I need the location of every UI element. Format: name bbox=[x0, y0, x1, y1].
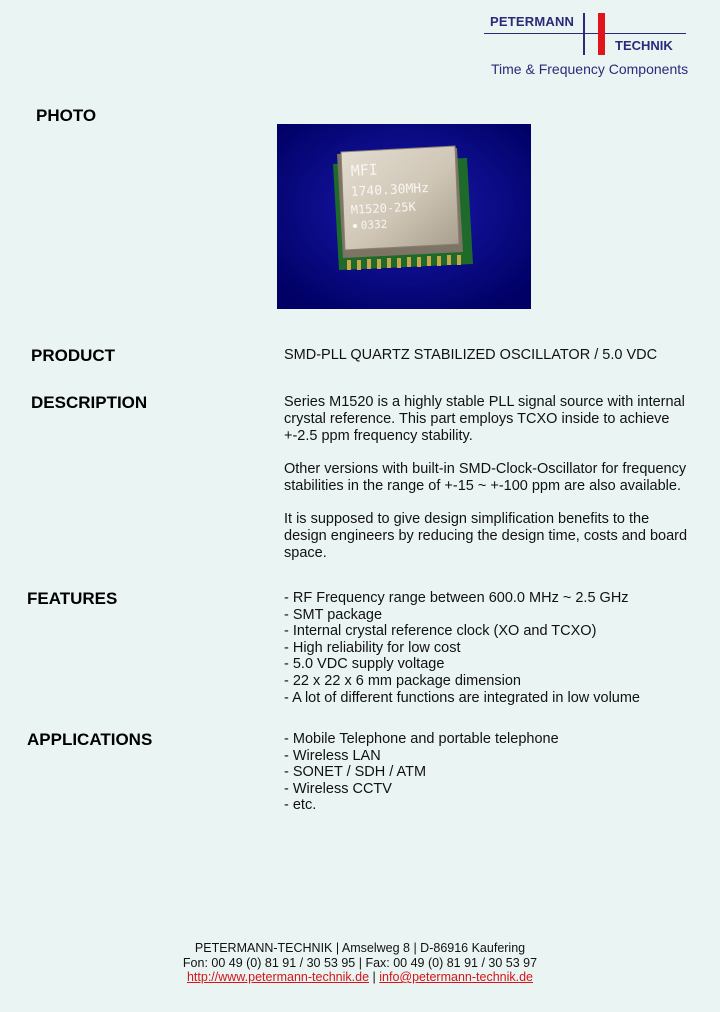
logo-bar-red bbox=[598, 13, 605, 55]
chip-marking-code: 0332 bbox=[360, 217, 388, 232]
list-item: - High reliability for low cost bbox=[284, 640, 640, 657]
list-item: - A lot of different functions are integrated in low volume bbox=[284, 690, 640, 707]
description-body bbox=[284, 394, 704, 578]
logo-company-name-1: PETERMANN bbox=[490, 14, 575, 29]
chip-marking-frequency: 1740.30MHz bbox=[350, 180, 430, 200]
logo-company-name-2: TECHNIK bbox=[615, 38, 673, 53]
website-link[interactable]: http://www.petermann-technik.de bbox=[186, 970, 370, 984]
chip-marking-model: M1520-25K bbox=[350, 199, 417, 217]
oscillator-chip-image bbox=[277, 124, 531, 309]
description-heading: DESCRIPTION bbox=[31, 393, 148, 412]
email-link[interactable]: info@petermann-technik.de bbox=[379, 970, 533, 984]
applications-heading: APPLICATIONS bbox=[27, 730, 153, 749]
list-item: - Wireless CCTV bbox=[284, 781, 559, 798]
applications-list bbox=[284, 731, 559, 814]
list-item: - Mobile Telephone and portable telephone bbox=[284, 731, 559, 748]
features-heading: FEATURES bbox=[27, 589, 118, 608]
chip-marking-brand: MFI bbox=[350, 160, 379, 180]
footer-address: PETERMANN-TECHNIK | Amselweg 8 | D-86916 Kaufering bbox=[194, 941, 526, 955]
logo-rule bbox=[484, 33, 686, 34]
description-paragraph-3: It is supposed to give design simplification benefits to the design engineers by reducing the design time, costs and board space. bbox=[284, 511, 688, 561]
list-item: - Wireless LAN bbox=[284, 748, 559, 765]
description-paragraph-2: Other versions with built-in SMD-Clock-Oscillator for frequency stabilities in the range of +-15 ~ +-100 ppm are also available. bbox=[284, 461, 687, 494]
product-photo bbox=[277, 124, 531, 309]
list-item: - RF Frequency range between 600.0 MHz ~ 2.5 GHz bbox=[284, 590, 640, 607]
footer-separator: | bbox=[372, 970, 376, 984]
photo-heading: PHOTO bbox=[36, 106, 97, 125]
logo-bar-blue bbox=[583, 13, 585, 55]
list-item: - SMT package bbox=[284, 607, 640, 624]
product-heading: PRODUCT bbox=[31, 346, 116, 365]
list-item: - 22 x 22 x 6 mm package dimension bbox=[284, 673, 640, 690]
list-item: - SONET / SDH / ATM bbox=[284, 764, 559, 781]
features-list bbox=[284, 590, 640, 706]
footer-phone-fax: Fon: 00 49 (0) 81 91 / 30 53 95 | Fax: 00 49 (0) 81 91 / 30 53 97 bbox=[182, 956, 538, 970]
product-name: SMD-PLL QUARTZ STABILIZED OSCILLATOR / 5.0 VDC bbox=[284, 347, 658, 363]
description-paragraph-1: Series M1520 is a highly stable PLL signal source with internal crystal reference. This part employs TCXO inside to achieve +-2.5 ppm frequency stability. bbox=[284, 394, 685, 444]
footer-links bbox=[0, 970, 720, 984]
list-item: - etc. bbox=[284, 797, 559, 814]
list-item: - 5.0 VDC supply voltage bbox=[284, 656, 640, 673]
list-item: - Internal crystal reference clock (XO and TCXO) bbox=[284, 623, 640, 640]
logo-tagline: Time & Frequency Components bbox=[491, 61, 689, 77]
